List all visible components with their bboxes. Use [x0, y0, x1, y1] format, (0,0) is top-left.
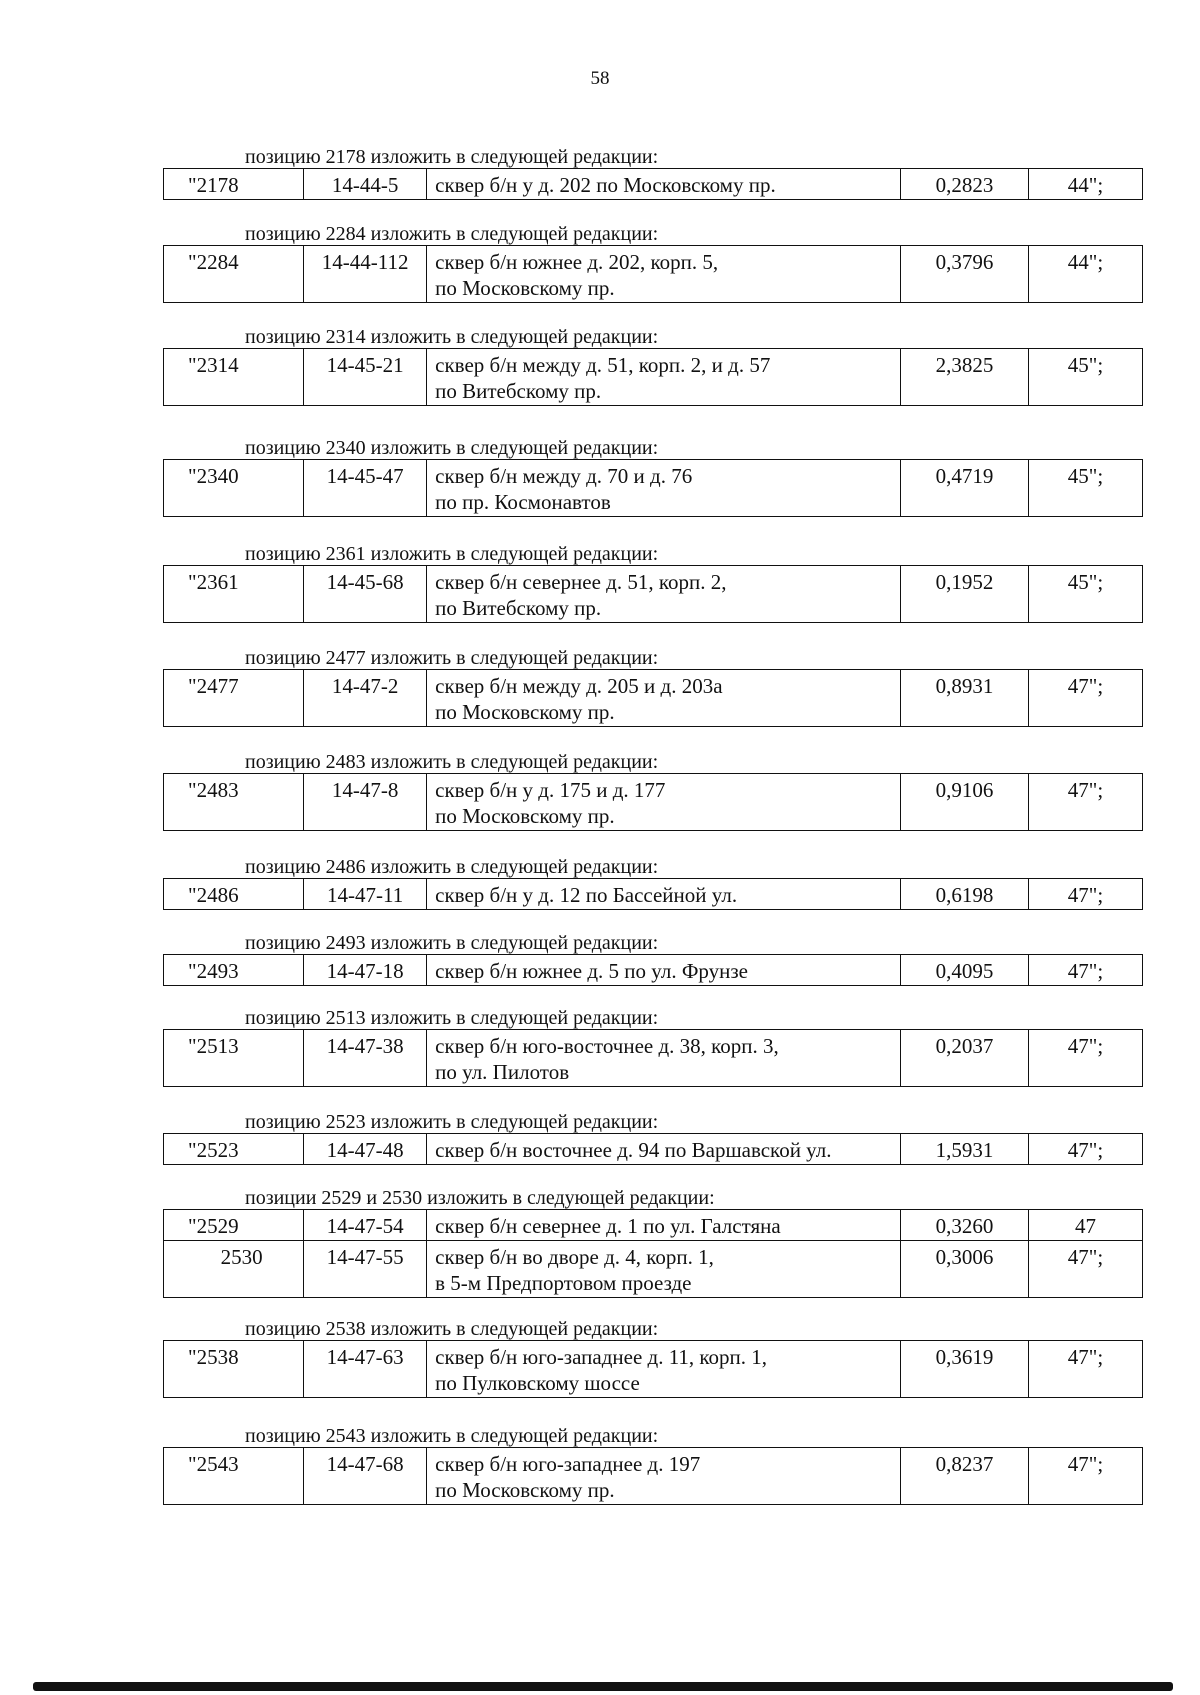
area-value: 0,3260 [901, 1210, 1029, 1241]
object-name-line: сквер б/н южнее д. 202, корп. 5, [435, 250, 719, 274]
table-row [164, 566, 1143, 623]
object-name-line: сквер б/н между д. 205 и д. 203а [435, 674, 723, 698]
position-number: "2284 [164, 246, 304, 303]
object-code: 14-45-47 [304, 460, 427, 517]
object-code: 14-44-5 [304, 169, 427, 200]
position-table [163, 1133, 1143, 1165]
table-row [164, 774, 1143, 831]
amendment-intro: позицию 2361 изложить в следующей редакции: [245, 543, 659, 565]
object-name-line: по Витебскому пр. [435, 596, 602, 620]
amendment-intro: позицию 2543 изложить в следующей редакции: [245, 1425, 659, 1447]
position-number: "2483 [164, 774, 304, 831]
position-table [163, 1447, 1143, 1505]
amendment-intro: позицию 2513 изложить в следующей редакции: [245, 1007, 659, 1029]
amendment-section [163, 146, 1145, 200]
district-number: 47"; [1029, 879, 1143, 910]
object-name [427, 879, 901, 910]
district-number: 45"; [1029, 566, 1143, 623]
area-value: 0,8237 [901, 1448, 1029, 1505]
object-name [427, 349, 901, 406]
amendment-section [163, 932, 1145, 986]
object-code: 14-45-68 [304, 566, 427, 623]
object-name-line: сквер б/н южнее д. 5 по ул. Фрунзе [435, 959, 748, 983]
object-name [427, 774, 901, 831]
position-number: "2477 [164, 670, 304, 727]
amendment-intro: позицию 2493 изложить в следующей редакции: [245, 932, 659, 954]
object-name [427, 246, 901, 303]
table-row [164, 460, 1143, 517]
object-name [427, 1241, 901, 1298]
object-code: 14-47-2 [304, 670, 427, 727]
position-table [163, 1029, 1143, 1087]
amendment-intro: позицию 2538 изложить в следующей редакции: [245, 1318, 659, 1340]
object-name-line: сквер б/н между д. 51, корп. 2, и д. 57 [435, 353, 771, 377]
table-row [164, 1241, 1143, 1298]
object-code: 14-47-18 [304, 955, 427, 986]
area-value: 0,8931 [901, 670, 1029, 727]
area-value: 0,6198 [901, 879, 1029, 910]
district-number: 47"; [1029, 670, 1143, 727]
position-number: "2513 [164, 1030, 304, 1087]
area-value: 0,4095 [901, 955, 1029, 986]
table-row [164, 1210, 1143, 1241]
area-value: 0,4719 [901, 460, 1029, 517]
object-name-line: сквер б/н севернее д. 51, корп. 2, [435, 570, 727, 594]
area-value: 0,3006 [901, 1241, 1029, 1298]
area-value: 0,2823 [901, 169, 1029, 200]
position-table [163, 878, 1143, 910]
position-table [163, 565, 1143, 623]
area-value: 0,2037 [901, 1030, 1029, 1087]
area-value: 1,5931 [901, 1134, 1029, 1165]
amendment-intro: позиции 2529 и 2530 изложить в следующей редакции: [245, 1187, 715, 1209]
object-name-line: по Витебскому пр. [435, 379, 602, 403]
position-number: 2530 [164, 1241, 304, 1298]
object-name [427, 955, 901, 986]
page-number: 58 [590, 68, 610, 89]
district-number: 47"; [1029, 1030, 1143, 1087]
object-name-line: сквер б/н у д. 12 по Бассейной ул. [435, 883, 738, 907]
amendment-section [163, 223, 1145, 303]
object-code: 14-47-8 [304, 774, 427, 831]
amendment-intro: позицию 2483 изложить в следующей редакции: [245, 751, 659, 773]
object-name-line: в 5-м Предпортовом проезде [435, 1271, 692, 1295]
district-number: 44"; [1029, 169, 1143, 200]
position-number: "2493 [164, 955, 304, 986]
object-name-line: сквер б/н во дворе д. 4, корп. 1, [435, 1245, 714, 1269]
amendment-section [163, 856, 1145, 910]
table-row [164, 1030, 1143, 1087]
table-row [164, 1341, 1143, 1398]
object-code: 14-45-21 [304, 349, 427, 406]
object-name-line: по ул. Пилотов [435, 1060, 570, 1084]
scan-edge-bar [33, 1682, 1173, 1691]
object-name [427, 460, 901, 517]
district-number: 47"; [1029, 955, 1143, 986]
position-number: "2178 [164, 169, 304, 200]
amendment-section [163, 1007, 1145, 1087]
district-number: 45"; [1029, 460, 1143, 517]
position-number: "2314 [164, 349, 304, 406]
amendment-section [163, 1187, 1145, 1298]
table-row [164, 1448, 1143, 1505]
table-row [164, 1134, 1143, 1165]
object-name-line: по Московскому пр. [435, 804, 615, 828]
object-name-line: по пр. Космонавтов [435, 490, 611, 514]
object-name-line: сквер б/н юго-западнее д. 197 [435, 1452, 701, 1476]
position-number: "2529 [164, 1210, 304, 1241]
object-name-line: по Московскому пр. [435, 1478, 615, 1502]
table-row [164, 349, 1143, 406]
object-name-line: по Московскому пр. [435, 276, 615, 300]
area-value: 2,3825 [901, 349, 1029, 406]
table-row [164, 670, 1143, 727]
amendment-intro: позицию 2284 изложить в следующей редакции: [245, 223, 659, 245]
table-row [164, 879, 1143, 910]
object-code: 14-47-63 [304, 1341, 427, 1398]
position-number: "2538 [164, 1341, 304, 1398]
object-code: 14-47-38 [304, 1030, 427, 1087]
amendment-section [163, 647, 1145, 727]
object-name-line: сквер б/н восточнее д. 94 по Варшавской ул. [435, 1138, 832, 1162]
district-number: 47"; [1029, 1134, 1143, 1165]
amendment-intro: позицию 2178 изложить в следующей редакции: [245, 146, 659, 168]
table-row [164, 169, 1143, 200]
amendment-section [163, 1425, 1145, 1505]
amendment-intro: позицию 2477 изложить в следующей редакции: [245, 647, 659, 669]
object-name-line: по Пулковскому шоссе [435, 1371, 640, 1395]
amendment-intro: позицию 2340 изложить в следующей редакции: [245, 437, 659, 459]
amendment-section [163, 326, 1145, 406]
object-code: 14-47-55 [304, 1241, 427, 1298]
object-name-line: сквер б/н юго-западнее д. 11, корп. 1, [435, 1345, 768, 1369]
object-name [427, 1134, 901, 1165]
area-value: 0,3619 [901, 1341, 1029, 1398]
object-name [427, 1341, 901, 1398]
position-number: "2543 [164, 1448, 304, 1505]
amendment-section [163, 543, 1145, 623]
object-name-line: сквер б/н севернее д. 1 по ул. Галстяна [435, 1214, 781, 1238]
object-name [427, 670, 901, 727]
amendment-section [163, 1318, 1145, 1398]
area-value: 0,1952 [901, 566, 1029, 623]
object-name [427, 1448, 901, 1505]
object-code: 14-47-54 [304, 1210, 427, 1241]
district-number: 47 [1029, 1210, 1143, 1241]
position-number: "2523 [164, 1134, 304, 1165]
amendment-section [163, 437, 1145, 517]
district-number: 47"; [1029, 1341, 1143, 1398]
position-table [163, 168, 1143, 200]
object-code: 14-47-48 [304, 1134, 427, 1165]
position-table [163, 954, 1143, 986]
position-table [163, 245, 1143, 303]
amendment-intro: позицию 2486 изложить в следующей редакции: [245, 856, 659, 878]
position-table [163, 348, 1143, 406]
position-number: "2486 [164, 879, 304, 910]
area-value: 0,3796 [901, 246, 1029, 303]
object-code: 14-47-68 [304, 1448, 427, 1505]
position-table [163, 1209, 1143, 1298]
amendment-intro: позицию 2314 изложить в следующей редакции: [245, 326, 659, 348]
table-row [164, 955, 1143, 986]
object-name-line: сквер б/н юго-восточнее д. 38, корп. 3, [435, 1034, 779, 1058]
amendment-section [163, 751, 1145, 831]
object-name-line: по Московскому пр. [435, 700, 615, 724]
position-table [163, 773, 1143, 831]
position-table [163, 669, 1143, 727]
district-number: 44"; [1029, 246, 1143, 303]
object-code: 14-44-112 [304, 246, 427, 303]
table-row [164, 246, 1143, 303]
amendment-section [163, 1111, 1145, 1165]
object-name [427, 169, 901, 200]
object-name-line: сквер б/н у д. 175 и д. 177 [435, 778, 666, 802]
object-name [427, 566, 901, 623]
position-table [163, 1340, 1143, 1398]
district-number: 47"; [1029, 1448, 1143, 1505]
object-name-line: сквер б/н у д. 202 по Московскому пр. [435, 173, 776, 197]
object-name [427, 1030, 901, 1087]
amendment-intro: позицию 2523 изложить в следующей редакции: [245, 1111, 659, 1133]
district-number: 45"; [1029, 349, 1143, 406]
object-name [427, 1210, 901, 1241]
object-name-line: сквер б/н между д. 70 и д. 76 [435, 464, 693, 488]
position-number: "2340 [164, 460, 304, 517]
position-number: "2361 [164, 566, 304, 623]
area-value: 0,9106 [901, 774, 1029, 831]
object-code: 14-47-11 [304, 879, 427, 910]
position-table [163, 459, 1143, 517]
district-number: 47"; [1029, 774, 1143, 831]
district-number: 47"; [1029, 1241, 1143, 1298]
